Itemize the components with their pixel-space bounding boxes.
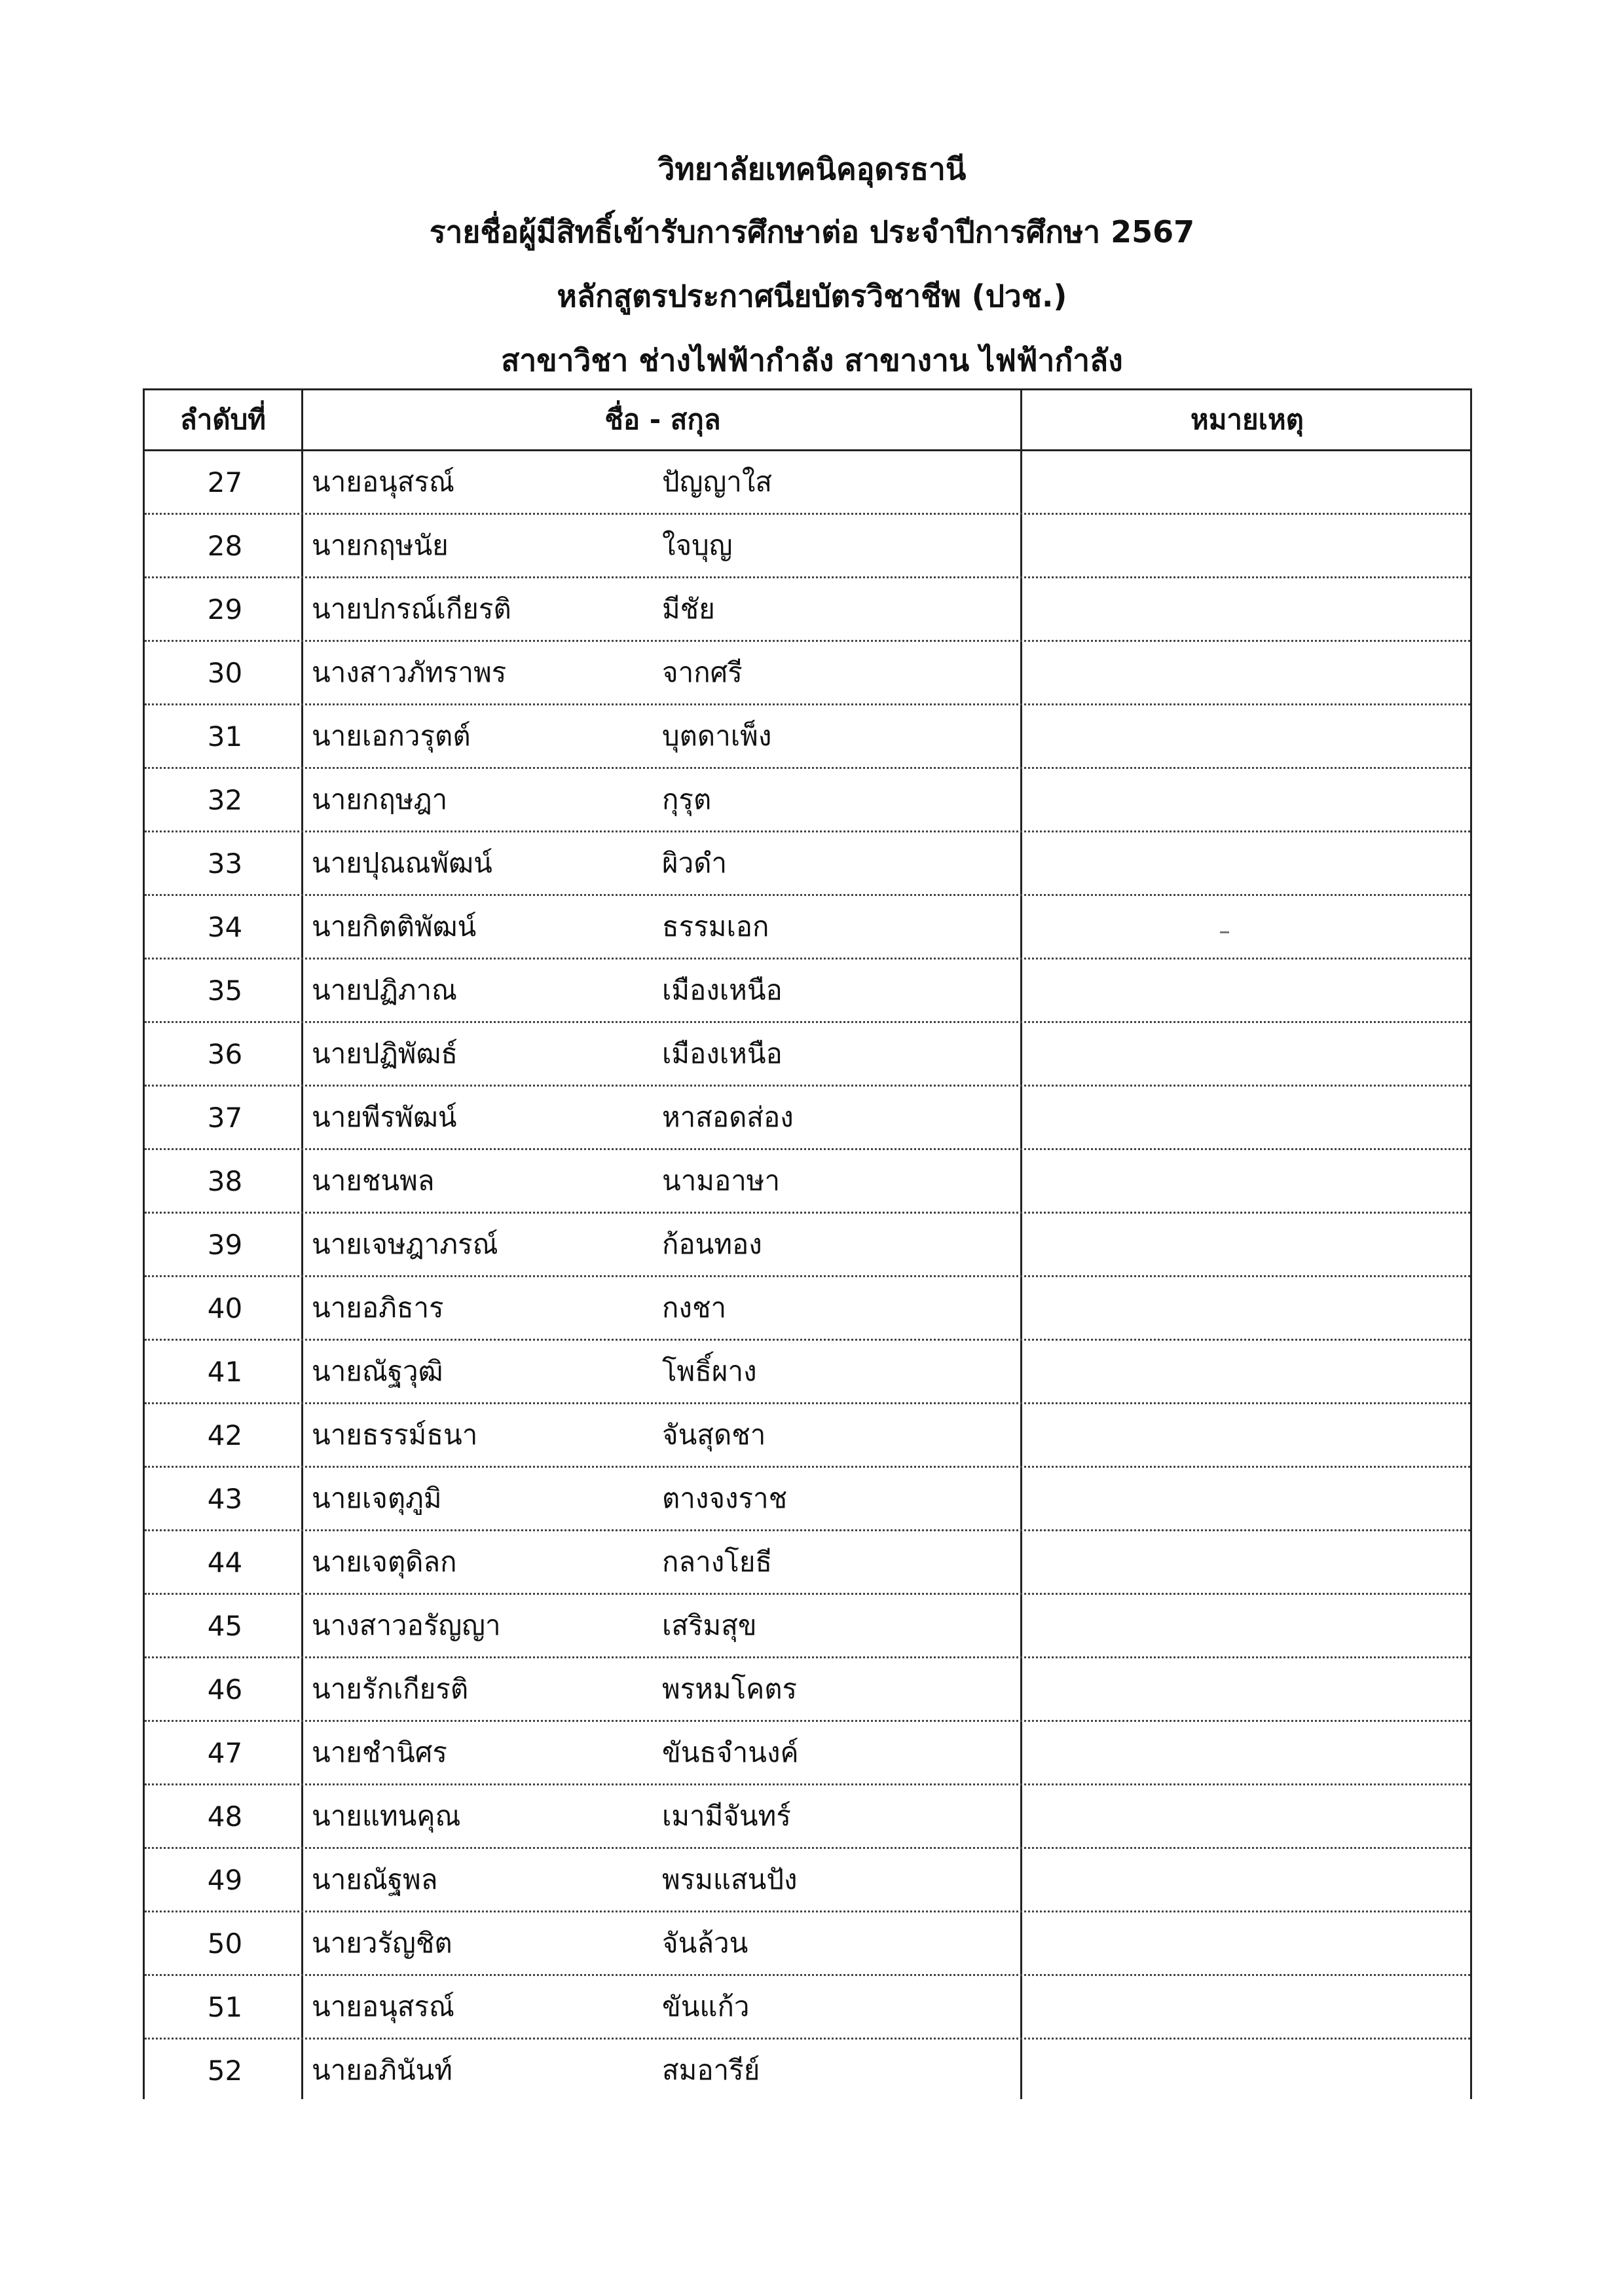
- table-row: [145, 1912, 1470, 1976]
- remark: [1037, 451, 1469, 513]
- row-number: 33: [207, 847, 243, 880]
- row-number: 29: [207, 593, 243, 625]
- remark: [1037, 1976, 1469, 2038]
- remark: [1037, 705, 1469, 767]
- first-name: นายชนพล: [312, 1165, 435, 1197]
- last-name: เมืองเหนือ: [662, 1037, 783, 1070]
- remark: [1037, 1150, 1469, 1212]
- remark: [1037, 1595, 1469, 1656]
- table-row: [145, 832, 1470, 896]
- table-row: [145, 960, 1470, 1023]
- table-row: [145, 451, 1470, 515]
- row-number: 49: [207, 1863, 243, 1896]
- row-number: 34: [207, 910, 243, 943]
- last-name: สมอารีย์: [662, 2054, 760, 2086]
- table-border-right: [1470, 388, 1472, 2099]
- last-name: พรหมโคตร: [662, 1673, 798, 1705]
- last-name: หาสอดส่อง: [662, 1101, 794, 1133]
- first-name: นายกฤษนัย: [312, 529, 449, 561]
- row-number: 32: [207, 783, 243, 816]
- column-header-number: ลำดับที่: [180, 403, 266, 436]
- column-header-name: ชื่อ - สกุล: [604, 403, 721, 436]
- row-number: 39: [207, 1228, 243, 1261]
- first-name: นายรักเกียรติ: [312, 1673, 469, 1705]
- row-number: 38: [207, 1165, 243, 1197]
- last-name: จากศรี: [662, 656, 743, 688]
- table-row: [145, 896, 1470, 960]
- table-row: [145, 1468, 1470, 1531]
- remark: [1037, 642, 1469, 703]
- last-name: จันล้วน: [662, 1927, 748, 1959]
- table-row: [145, 515, 1470, 578]
- first-name: นายปฏิพัฒธ์: [312, 1037, 458, 1070]
- first-name: นายอนุสรณ์: [312, 1990, 454, 2022]
- last-name: ปัญญาใส: [662, 466, 772, 498]
- table-row: [145, 769, 1470, 832]
- row-number: 31: [207, 720, 243, 753]
- program-title: หลักสูตรประกาศนียบัตรวิชาชีพ (ปวช.): [557, 278, 1067, 314]
- stray-mark: [1220, 931, 1229, 933]
- remark: [1037, 515, 1469, 576]
- remark: [1037, 1531, 1469, 1593]
- last-name: กลางโยธี: [662, 1546, 773, 1578]
- table-row: [145, 1150, 1470, 1214]
- table-row: [145, 705, 1470, 769]
- row-number: 36: [207, 1037, 243, 1070]
- first-name: นายแทนคุณ: [312, 1800, 461, 1832]
- first-name: นายอภิธาร: [312, 1292, 444, 1324]
- table-row: [145, 1341, 1470, 1404]
- last-name: ตางจงราช: [662, 1482, 788, 1514]
- remark: [1037, 1214, 1469, 1275]
- first-name: นายธรรม์ธนา: [312, 1419, 478, 1451]
- last-name: กุรุต: [662, 783, 712, 815]
- table-row: [145, 1849, 1470, 1912]
- row-number: 46: [207, 1673, 243, 1706]
- column-header-remark: หมายเหตุ: [1190, 403, 1304, 436]
- last-name: จันสุดชา: [662, 1419, 766, 1451]
- last-name: เสริมสุข: [662, 1609, 757, 1641]
- table-row: [145, 1785, 1470, 1849]
- table-row: [145, 1277, 1470, 1341]
- first-name: นายกฤษฎา: [312, 783, 448, 815]
- remark: [1037, 1087, 1469, 1148]
- first-name: นายเอกวรุตต์: [312, 720, 471, 752]
- last-name: เมามีจันทร์: [662, 1800, 791, 1832]
- last-name: กงชา: [662, 1292, 727, 1324]
- row-number: 30: [207, 656, 243, 689]
- first-name: นายกิตติพัฒน์: [312, 910, 477, 942]
- first-name: นายชำนิศร: [312, 1736, 447, 1768]
- last-name: มีชัย: [662, 593, 715, 625]
- remark: [1037, 1277, 1469, 1339]
- remark: [1037, 2040, 1469, 2101]
- row-number: 40: [207, 1292, 243, 1324]
- row-number: 50: [207, 1927, 243, 1960]
- table-row: [145, 1087, 1470, 1150]
- last-name: เมืองเหนือ: [662, 974, 783, 1006]
- last-name: นามอาษา: [662, 1165, 781, 1197]
- list-title: รายชื่อผู้มีสิทธิ์เข้ารับการศึกษาต่อ ประจำปีการศึกษา 2567: [429, 214, 1195, 250]
- last-name: บุตดาเพ็ง: [662, 720, 772, 752]
- last-name: ก้อนทอง: [662, 1228, 762, 1260]
- remark: [1037, 1468, 1469, 1529]
- last-name: ขันแก้ว: [662, 1990, 750, 2022]
- row-number: 52: [207, 2054, 243, 2087]
- table-row: [145, 1658, 1470, 1722]
- row-number: 27: [207, 466, 243, 498]
- first-name: นางสาวภัทราพร: [312, 656, 507, 688]
- table-row: [145, 1976, 1470, 2040]
- institution-title: วิทยาลัยเทคนิคอุดรธานี: [657, 151, 967, 187]
- remark: [1037, 1785, 1469, 1847]
- remark: [1037, 960, 1469, 1021]
- first-name: นายปุณณพัฒน์: [312, 847, 492, 879]
- student-list-table: [143, 388, 1472, 2099]
- table-row: [145, 1722, 1470, 1785]
- last-name: ธรรมเอก: [662, 910, 769, 942]
- row-number: 44: [207, 1546, 243, 1578]
- first-name: นายเจตุดิลก: [312, 1546, 457, 1578]
- first-name: นายเจษฎาภรณ์: [312, 1228, 498, 1260]
- table-row: [145, 1404, 1470, 1468]
- remark: [1037, 896, 1469, 958]
- remark: [1037, 1912, 1469, 1974]
- last-name: ขันธจำนงค์: [662, 1736, 799, 1768]
- field-title: สาขาวิชา ช่างไฟฟ้ากำลัง สาขางาน ไฟฟ้ากำลัง: [501, 343, 1123, 378]
- row-number: 47: [207, 1736, 243, 1769]
- row-number: 42: [207, 1419, 243, 1451]
- row-number: 48: [207, 1800, 243, 1833]
- row-number: 35: [207, 974, 243, 1007]
- remark: [1037, 832, 1469, 894]
- table-row: [145, 642, 1470, 705]
- table-row: [145, 578, 1470, 642]
- table-row: [145, 1531, 1470, 1595]
- first-name: นายวรัญชิต: [312, 1927, 452, 1959]
- first-name: นายอภินันท์: [312, 2054, 452, 2086]
- first-name: นางสาวอรัญญา: [312, 1609, 501, 1641]
- row-number: 41: [207, 1355, 243, 1388]
- table-row: [145, 1214, 1470, 1277]
- row-number: 28: [207, 529, 243, 562]
- last-name: ผิวดำ: [662, 847, 728, 879]
- remark: [1037, 1849, 1469, 1911]
- row-number: 51: [207, 1990, 243, 2023]
- remark: [1037, 769, 1469, 830]
- remark: [1037, 1658, 1469, 1720]
- first-name: นายณัฐพล: [312, 1863, 438, 1895]
- remark: [1037, 578, 1469, 640]
- row-number: 37: [207, 1101, 243, 1134]
- row-number: 43: [207, 1482, 243, 1515]
- remark: [1037, 1404, 1469, 1466]
- first-name: นายอนุสรณ์: [312, 466, 454, 498]
- last-name: ใจบุญ: [662, 529, 733, 561]
- remark: [1037, 1722, 1469, 1783]
- first-name: นายพีรพัฒน์: [312, 1101, 457, 1133]
- table-row: [145, 1595, 1470, 1658]
- remark: [1037, 1023, 1469, 1085]
- first-name: นายณัฐวุฒิ: [312, 1355, 443, 1387]
- first-name: นายปกรณ์เกียรติ: [312, 593, 511, 625]
- row-number: 45: [207, 1609, 243, 1642]
- remark: [1037, 1341, 1469, 1402]
- table-row: [145, 2040, 1470, 2103]
- first-name: นายปฏิภาณ: [312, 974, 457, 1006]
- table-row: [145, 1023, 1470, 1087]
- last-name: พรมแสนปัง: [662, 1863, 798, 1895]
- first-name: นายเจตุภูมิ: [312, 1482, 442, 1514]
- last-name: โพธิ์ผาง: [662, 1355, 757, 1387]
